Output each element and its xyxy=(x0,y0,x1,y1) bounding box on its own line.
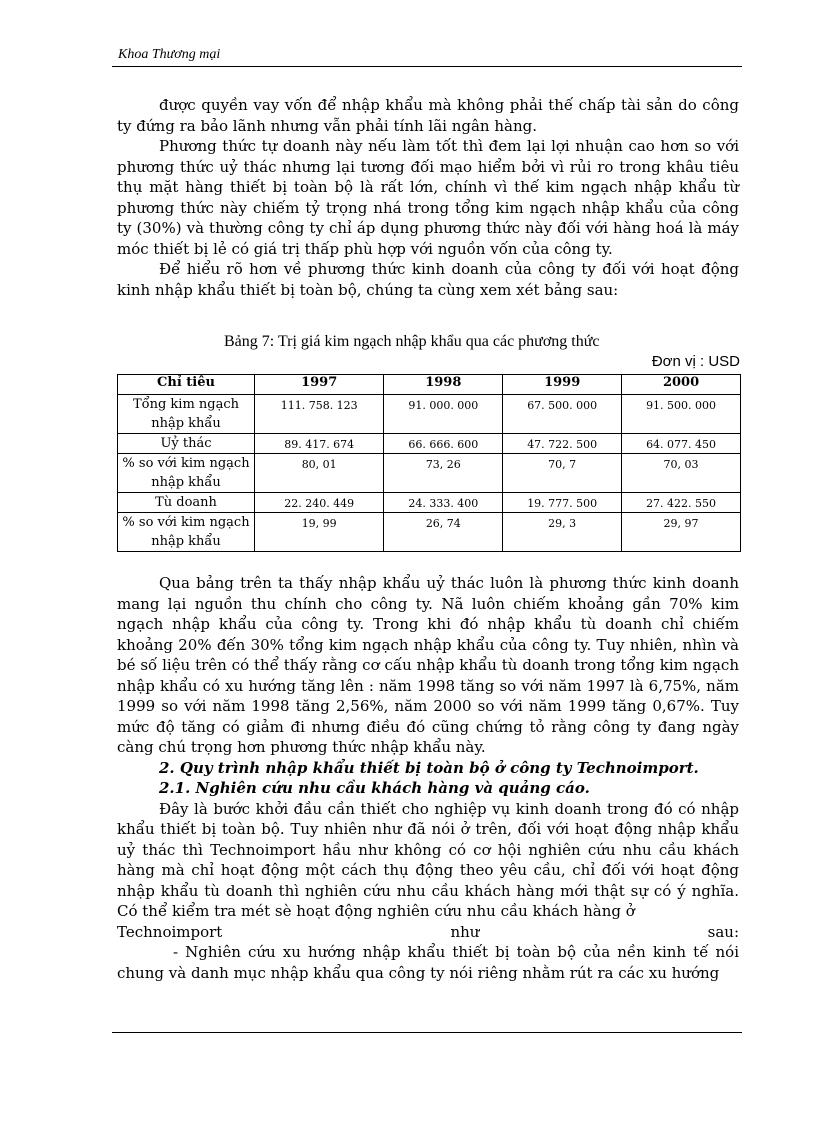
table-cell: 26, 74 xyxy=(384,513,503,552)
table-cell: 47. 722. 500 xyxy=(503,434,622,454)
paragraph-customer-research-end: Technoimport như sau: xyxy=(117,922,739,941)
table-cell: 70, 03 xyxy=(622,454,741,493)
row-label: Tù doanh xyxy=(118,493,255,513)
table-cell: 70, 7 xyxy=(503,454,622,493)
table-cell: 73, 26 xyxy=(384,454,503,493)
table-cell: 64. 077. 450 xyxy=(622,434,741,454)
paragraph-table-analysis: Qua bảng trên ta thấy nhập khẩu uỷ thác luôn là phương thức kinh doanh mang lại nguồn thu chính cho công ty. Nã luôn chiếm khoảng gần 70% kim ngạch nhập khẩu của công ty. Trong khi đó nhập khẩu tù doanh chỉ chiếm khoảng 20% đến 30% tổng kim ngạch nhập khẩu của công ty. Tuy nhiên, nhìn và bé số liệu trên có thể thấy rằng cơ cấu nhập khẩu tù doanh trong tổng kim ngạch nhập khẩu có xu hướng tăng lên : năm 1998 tăng so với năm 1997 là 6,75%, năm 1999 so với năm 1998 tăng 2,56%, năm 2000 so với năm 1999 tăng 0,67%. Tuy mức độ tăng có giảm đi nhưng điều đó cũng chứng tỏ rằng công ty đang ngày càng chú trọng hơn phương thức nhập khẩu này. xyxy=(117,574,739,756)
column-header: 1999 xyxy=(503,375,622,395)
table-cell: 89. 417. 674 xyxy=(255,434,384,454)
table-cell: 80, 01 xyxy=(255,454,384,493)
table-cell: 67. 500. 000 xyxy=(503,395,622,434)
row-label: Tổng kim ngạch nhập khẩu xyxy=(118,395,255,434)
table-cell: 19. 777. 500 xyxy=(503,493,622,513)
header-divider xyxy=(112,66,742,67)
table-cell: 22. 240. 449 xyxy=(255,493,384,513)
table-cell: 24. 333. 400 xyxy=(384,493,503,513)
column-header: Chỉ tiêu xyxy=(118,375,255,395)
table-unit: Đơn vị : USD xyxy=(651,353,740,370)
row-label: Uỷ thác xyxy=(118,434,255,454)
table-cell: 111. 758. 123 xyxy=(255,395,384,434)
column-header: 2000 xyxy=(622,375,741,395)
import-value-table xyxy=(117,374,741,552)
table-cell: 91. 000. 000 xyxy=(384,395,503,434)
row-label: % so với kim ngạch nhập khẩu xyxy=(118,454,255,493)
bullet-trend-research: - Nghiên cứu xu hướng nhập khẩu thiết bị toàn bộ của nền kinh tế nói chung và danh mục nhập khẩu qua công ty nói riêng nhằm rút ra các xu hướng xyxy=(117,943,739,982)
table-row xyxy=(118,395,741,434)
table-cell: 66. 666. 600 xyxy=(384,434,503,454)
table-cell: 27. 422. 550 xyxy=(622,493,741,513)
paragraph-customer-research: Đây là bước khởi đầu cần thiết cho nghiệp vụ kinh doanh trong đó có nhập khẩu thiết bị toàn bộ. Tuy nhiên như đã nói ở trên, đối với hoạt động nhập khẩu uỷ thác thì Technoimport hầu như không có cơ hội nghiên cứu nhu cầu khách hàng mà chỉ hoạt động một cách thụ động theo yêu cầu, chỉ đối với hoạt động nhập khẩu tù doanh thì nghiên cứu nhu cầu khách hàng mới thật sự có ý nghĩa. Có thể kiểm tra mét sè hoạt động nghiên cứu nhu cầu khách hàng ở xyxy=(117,799,739,920)
footer-divider xyxy=(112,1032,742,1033)
table-cell: 29, 3 xyxy=(503,513,622,552)
subsection-heading: 2.1. Nghiên cứu nhu cầu khách hàng và quảng cáo. xyxy=(159,779,590,797)
table-cell: 91. 500. 000 xyxy=(622,395,741,434)
page-header-title: Khoa Thương mại xyxy=(118,47,221,62)
table-caption: Bảng 7: Trị giá kim ngạch nhập khẩu qua các phương thức xyxy=(224,333,600,350)
table-row xyxy=(118,513,741,552)
table-row xyxy=(118,434,741,454)
table-row xyxy=(118,454,741,493)
table-header-row xyxy=(118,375,741,395)
column-header: 1998 xyxy=(384,375,503,395)
table-row xyxy=(118,493,741,513)
body-section-1 xyxy=(117,95,739,300)
paragraph-self-business: Phương thức tự doanh này nếu làm tốt thì đem lại lợi nhuận cao hơn so với phương thức uỷ thác nhưng lại tương đối mạo hiểm bởi vì rủi ro trong khâu tiêu thụ mặt hàng thiết bị toàn bộ là rất lớn, chính vì thế kim ngạch nhập khẩu từ phương thức này chiếm tỷ trọng nhá trong tổng kim ngạch nhập khẩu của công ty (30%) và thường công ty chỉ áp dụng phương thức này đối với hàng hoá là máy móc thiết bị lẻ có giá trị thấp phù hợp với nguồn vốn của công ty. xyxy=(117,137,739,258)
section-heading: 2. Quy trình nhập khẩu thiết bị toàn bộ ở công ty Technoimport. xyxy=(159,758,699,777)
paragraph-table-intro: Để hiểu rõ hơn về phương thức kinh doanh của công ty đối với hoạt động kinh nhập khẩu thiết bị toàn bộ, chúng ta cùng xem xét bảng sau: xyxy=(117,260,739,299)
body-section-2 xyxy=(117,573,739,983)
column-header: 1997 xyxy=(255,375,384,395)
table-cell: 29, 97 xyxy=(622,513,741,552)
row-label: % so với kim ngạch nhập khẩu xyxy=(118,513,255,552)
paragraph-continuation: được quyền vay vốn để nhập khẩu mà không phải thế chấp tài sản do công ty đứng ra bảo lãnh nhưng vẫn phải tính lãi ngân hàng. xyxy=(117,96,739,135)
table-cell: 19, 99 xyxy=(255,513,384,552)
